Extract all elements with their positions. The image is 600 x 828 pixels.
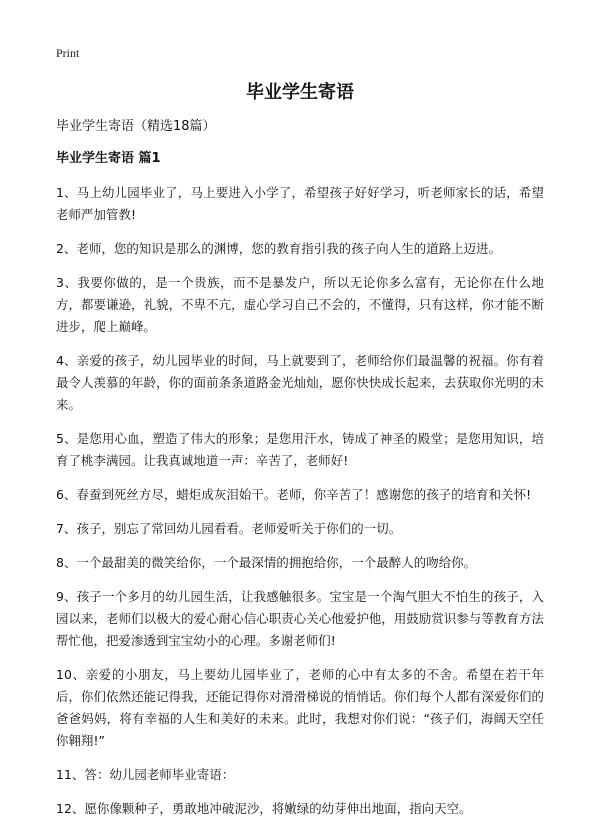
document-subtitle: 毕业学生寄语（精选18篇）: [56, 119, 216, 134]
paragraph-6: 6、春蚕到死丝方尽，蜡炬成灰泪始干。老师，你辛苦了！感谢您的孩子的培育和关怀!: [56, 487, 532, 502]
paragraph-5: 5、是您用心血，塑造了伟大的形象；是您用汗水，铸成了神圣的殿堂；是您用知识，培育了桃李满园。让我真诚地道一声：辛苦了，老师好!: [56, 431, 544, 468]
paragraph-8: 8、一个最甜美的微笑给你，一个最深情的拥抱给你，一个最醉人的吻给你。: [56, 555, 477, 570]
paragraph-2: 2、老师，您的知识是那么的渊博，您的教育指引我的孩子向人生的道路上迈进。: [56, 241, 502, 256]
paragraph-3: 3、我要你做的，是一个贵族，而不是暴发户，所以无论你多么富有，无论你在什么地方，都要谦逊，礼貌，不卑不亢，虚心学习自己不会的，不懂得，只有这样，你才能不断进步，爬上巅峰。: [56, 275, 544, 334]
paragraph-7: 7、孩子，别忘了常回幼儿园看看。老师爱听关于你们的一切。: [56, 521, 402, 536]
paragraph-12: 12、愿你像颗种子，勇敢地冲破泥沙，将嫩绿的幼芽伸出地面，指向天空。: [56, 801, 472, 816]
print-label[interactable]: Print: [56, 46, 80, 60]
paragraph-11: 11、答：幼儿园老师毕业寄语：: [56, 767, 235, 782]
section-heading: 毕业学生寄语 篇1: [56, 151, 161, 166]
paragraph-1: 1、马上幼儿园毕业了，马上要进入小学了，希望孩子好好学习，听老师家长的话，希望老师严加管教!: [56, 185, 544, 222]
page-title: 毕业学生寄语: [246, 82, 354, 103]
paragraph-4: 4、亲爱的孩子，幼儿园毕业的时间，马上就要到了，老师给你们最温馨的祝福。你有着最令人羡慕的年龄，你的面前条条道路金光灿灿，愿你快快成长起来，去获取你光明的未来。: [56, 353, 544, 412]
paragraph-10: 10、亲爱的小朋友，马上要幼儿园毕业了，老师的心中有太多的不舍。希望在若干年后，你们依然还能记得我，还能记得你对滑滑梯说的悄悄话。你们每个人都有深爱你们的爸爸妈妈，将有幸福的人生和美好的未来。此时，我想对你们说：“孩子们，海阔天空任你翱翔!”: [56, 667, 544, 748]
paragraph-9: 9、孩子一个多月的幼儿园生活，让我感触很多。宝宝是一个淘气胆大不怕生的孩子，入园以来，老师们以极大的爱心耐心信心职责心关心他爱护他，用鼓励赏识参与等教育方法帮忙他，把爱渗透到宝宝幼小的心理。多谢老师们!: [56, 589, 544, 648]
